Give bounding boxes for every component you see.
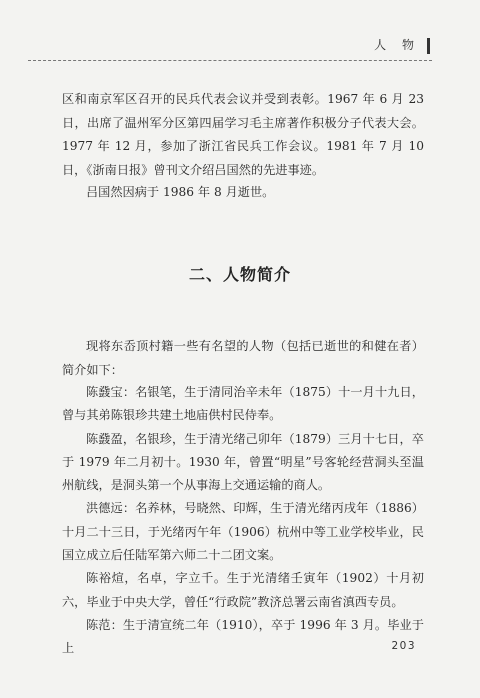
biography-entry: 陈范：生于清宣统二年（1910），卒于 1996 年 3 月。毕业于上 [62, 617, 424, 656]
paragraph-death-note: 吕国然因病于 1986 年 8 月逝世。 [86, 185, 275, 199]
biography-entry: 陈鼗宝：名银笔，生于清同治辛未年（1875）十一月十九日，曾与其弟陈银珍共建土地庙供村民侍奉。 [62, 385, 424, 423]
page-number: 203 [391, 640, 416, 652]
biography-list [62, 381, 424, 661]
section-heading: 二、人物简介 [188, 265, 291, 284]
paragraph-continuation: 区和南京军区召开的民兵代表会议并受到表彰。1967 年 6 月 23 日，出席了温州军分区第四届学习毛主席著作积极分子代表大会。1977 年 12 月，参加了浙江省民兵工作会议。1981 年 7 月 10 日，《浙南日报》曾刊文介绍吕国然的先进事迹。 [62, 92, 424, 177]
biography-entry: 洪德远：名养林，号晓然、印辉，生于清光绪丙戌年（1886）十月二十三日，于光绪丙午年（1906）杭州中等工业学校毕业，民国立成立后任陆军第六师二十二团文案。 [62, 501, 424, 563]
running-head-title: 人 物 [374, 38, 420, 52]
biography-entry: 陈裕煊，名卓，字立千。生于光清绪壬寅年（1902）十月初六，毕业于中央大学，曾任“行政院”教济总署云南省滇西专员。 [62, 571, 424, 609]
intro-paragraph: 现将东岙顶村籍一些有名望的人物（包括已逝世的和健在者）简介如下： [62, 339, 424, 377]
running-head-bar [427, 38, 430, 54]
biography-entry: 陈鼗盈，名银珍，生于清光绪己卯年（1879）三月十七日，卒于 1979 年二月初十。1930 年，曾置“明星”号客轮经营洞头至温州航线，是洞头第一个从事海上交通运输的商人。 [62, 431, 424, 493]
header-dashed-rule [28, 60, 432, 61]
